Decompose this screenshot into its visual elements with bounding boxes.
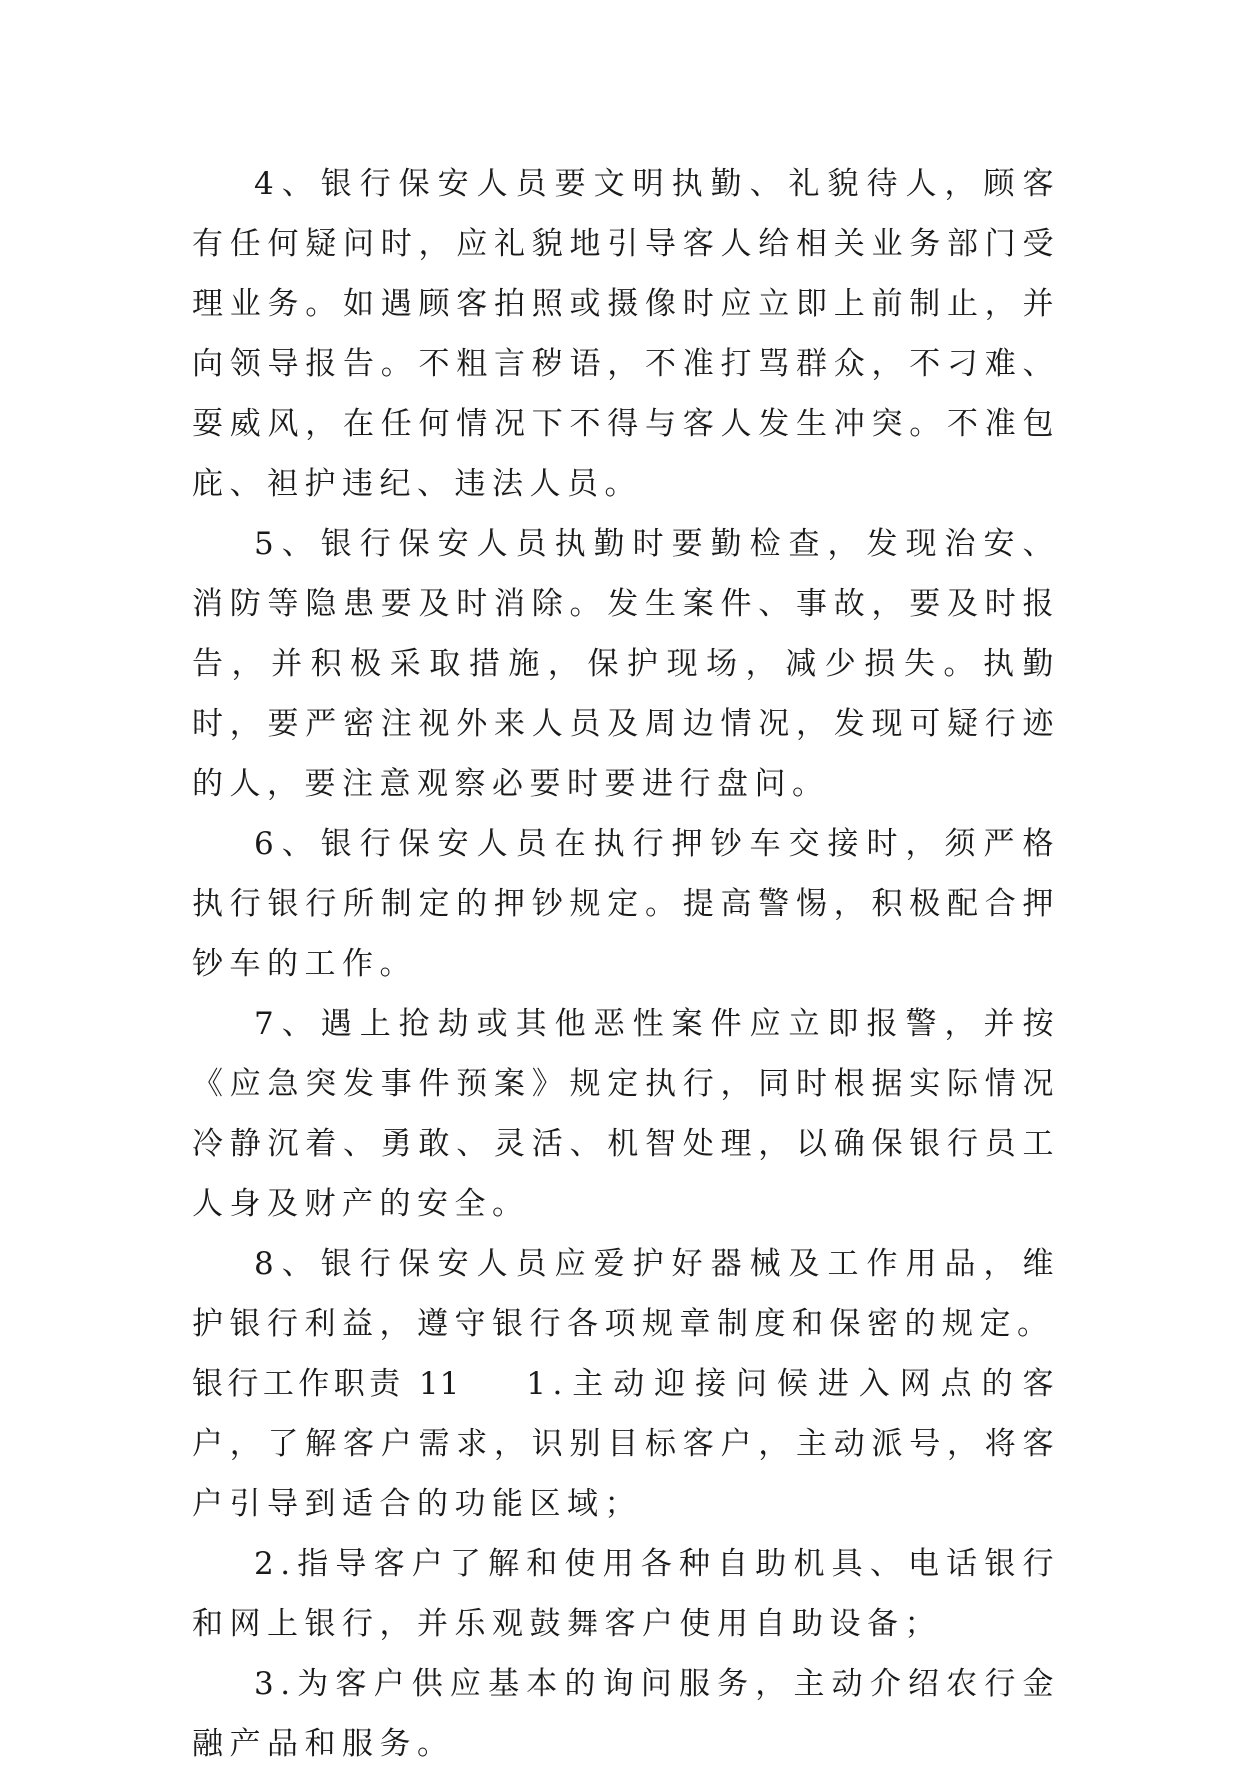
paragraph-4: 4、银行保安人员要文明执勤、礼貌待人，顾客有任何疑问时，应礼貌地引导客人给相关业务部门受理业务。如遇顾客拍照或摄像时应立即上前制止，并向领导报告。不粗言秽语，不准打骂群众，不刁难、耍威风，在任何情况下不得与客人发生冲突。不准包庇、袒护违纪、违法人员。 (192, 166, 1060, 502)
duty-item-1: 1.主动迎接问候进入网点的客户，了解客户需求，识别目标客户，主动派号，将客户引导到适合的功能区域； (192, 1366, 1060, 1522)
duty-item-2: 2.指导客户了解和使用各种自助机具、电话银行和网上银行，并乐观鼓舞客户使用自助设备； (192, 1546, 1060, 1642)
paragraph-6: 6、银行保安人员在执行押钞车交接时，须严格执行银行所制定的押钞规定。提高警惕，积极配合押钞车的工作。 (192, 826, 1060, 982)
duty-item-3: 3.为客户供应基本的询问服务，主动介绍农行金融产品和服务。 (192, 1666, 1060, 1762)
paragraph-5: 5、银行保安人员执勤时要勤检查，发现治安、消防等隐患要及时消除。发生案件、事故，要及时报告，并积极采取措施，保护现场，减少损失。执勤时，要严密注视外来人员及周边情况，发现可疑行迹的人，要注意观察必要时要进行盘问。 (192, 526, 1060, 802)
section-first-paragraph (192, 1354, 1060, 1534)
section-heading: 银行工作职责 11 (192, 1366, 461, 1402)
document-page (192, 154, 1060, 1774)
paragraph-7: 7、遇上抢劫或其他恶性案件应立即报警，并按《应急突发事件预案》规定执行，同时根据实际情况冷静沉着、勇敢、灵活、机智处理，以确保银行员工人身及财产的安全。 (192, 1006, 1060, 1222)
paragraph-8: 8、银行保安人员应爱护好器械及工作用品，维护银行利益，遵守银行各项规章制度和保密的规定。 (192, 1246, 1060, 1342)
